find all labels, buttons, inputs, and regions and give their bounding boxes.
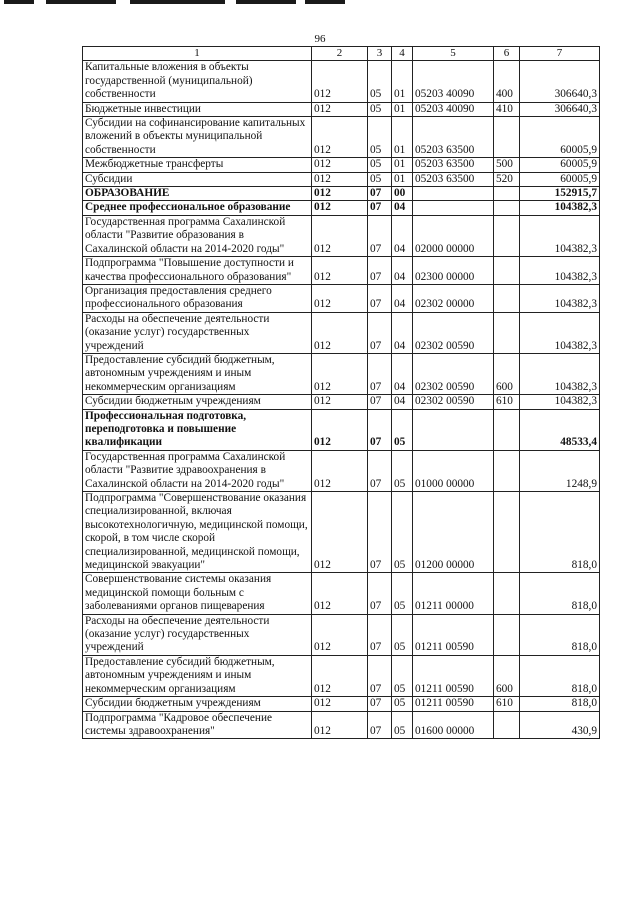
- cell-vr: 410: [494, 102, 520, 116]
- cell-sum: 430,9: [520, 711, 600, 739]
- table-row: [83, 655, 600, 696]
- cell-vr: 610: [494, 395, 520, 409]
- cell-pr: 01: [392, 102, 413, 116]
- col-header-pr: 4: [392, 47, 413, 61]
- cell-pr: 04: [392, 284, 413, 312]
- table-row: [83, 353, 600, 394]
- table-row: [83, 573, 600, 614]
- cell-rz: 05: [368, 102, 392, 116]
- cell-name: Профессиональная подготовка, переподготовка и повышение квалификации: [83, 409, 312, 450]
- cell-ved: 012: [312, 573, 368, 614]
- cell-sum: 1248,9: [520, 450, 600, 491]
- col-header-name: 1: [83, 47, 312, 61]
- cell-name: Государственная программа Сахалинской области "Развитие здравоохранения в Сахалинской области на 2014-2020 годы": [83, 450, 312, 491]
- table-row: [83, 215, 600, 256]
- cell-ved: 012: [312, 284, 368, 312]
- cell-name: ОБРАЗОВАНИЕ: [83, 187, 312, 201]
- cell-ved: 012: [312, 492, 368, 573]
- cell-ved: 012: [312, 172, 368, 186]
- cell-csr: 02302 00590: [413, 395, 494, 409]
- cell-pr: 04: [392, 215, 413, 256]
- cell-sum: 104382,3: [520, 257, 600, 285]
- table-row: [83, 102, 600, 116]
- cell-csr: 05203 63500: [413, 158, 494, 172]
- cell-csr: 01211 00590: [413, 697, 494, 711]
- cell-sum: 104382,3: [520, 215, 600, 256]
- cell-name: Совершенствование системы оказания медицинской помощи больным с заболеваниями органов пищеварения: [83, 573, 312, 614]
- col-header-ved: 2: [312, 47, 368, 61]
- cell-vr: [494, 492, 520, 573]
- cell-rz: 05: [368, 172, 392, 186]
- cell-sum: 60005,9: [520, 172, 600, 186]
- cell-ved: 012: [312, 655, 368, 696]
- cell-vr: [494, 450, 520, 491]
- cell-sum: 818,0: [520, 573, 600, 614]
- table-row: [83, 312, 600, 353]
- cell-vr: [494, 284, 520, 312]
- cell-vr: [494, 573, 520, 614]
- cell-name: Подпрограмма "Кадровое обеспечение системы здравоохранения": [83, 711, 312, 739]
- cell-csr: 05203 40090: [413, 61, 494, 102]
- cell-rz: 07: [368, 353, 392, 394]
- cell-sum: 104382,3: [520, 284, 600, 312]
- cell-ved: 012: [312, 353, 368, 394]
- cell-sum: 104382,3: [520, 312, 600, 353]
- table-row: [83, 117, 600, 158]
- cell-ved: 012: [312, 450, 368, 491]
- table-row: [83, 187, 600, 201]
- cell-name: Подпрограмма "Повышение доступности и качества профессионального образования": [83, 257, 312, 285]
- col-header-sum: 7: [520, 47, 600, 61]
- cell-csr: 01211 00590: [413, 614, 494, 655]
- cell-rz: 05: [368, 158, 392, 172]
- cell-sum: 152915,7: [520, 187, 600, 201]
- cell-pr: 04: [392, 353, 413, 394]
- cell-name: Предоставление субсидий бюджетным, автономным учреждениям и иным некоммерческим организациям: [83, 353, 312, 394]
- cell-pr: 05: [392, 655, 413, 696]
- table-row: [83, 284, 600, 312]
- table-row: [83, 201, 600, 215]
- table-row: [83, 409, 600, 450]
- cell-csr: 02000 00000: [413, 215, 494, 256]
- table-row: [83, 172, 600, 186]
- cell-vr: [494, 187, 520, 201]
- cell-vr: [494, 257, 520, 285]
- cell-csr: 01600 00000: [413, 711, 494, 739]
- cell-ved: 012: [312, 158, 368, 172]
- cell-rz: 07: [368, 614, 392, 655]
- cell-pr: 04: [392, 257, 413, 285]
- cell-sum: 48533,4: [520, 409, 600, 450]
- cell-vr: 400: [494, 61, 520, 102]
- cell-name: Расходы на обеспечение деятельности (оказание услуг) государственных учреждений: [83, 614, 312, 655]
- table-row: [83, 61, 600, 102]
- cell-rz: 07: [368, 257, 392, 285]
- cell-vr: [494, 312, 520, 353]
- cell-csr: [413, 201, 494, 215]
- cell-sum: 818,0: [520, 697, 600, 711]
- cell-rz: 07: [368, 450, 392, 491]
- cell-pr: 05: [392, 492, 413, 573]
- table-row: [83, 614, 600, 655]
- cell-csr: 05203 63500: [413, 172, 494, 186]
- cell-sum: 104382,3: [520, 353, 600, 394]
- cell-sum: 60005,9: [520, 117, 600, 158]
- cell-rz: 07: [368, 573, 392, 614]
- cell-name: Организация предоставления среднего профессионального образования: [83, 284, 312, 312]
- cell-ved: 012: [312, 215, 368, 256]
- cell-pr: 05: [392, 614, 413, 655]
- cell-csr: [413, 187, 494, 201]
- cell-csr: 02302 00590: [413, 353, 494, 394]
- cell-name: Предоставление субсидий бюджетным, автономным учреждениям и иным некоммерческим организациям: [83, 655, 312, 696]
- cell-name: Государственная программа Сахалинской области "Развитие образования в Сахалинской области на 2014-2020 годы": [83, 215, 312, 256]
- cell-rz: 07: [368, 711, 392, 739]
- table-row: [83, 492, 600, 573]
- cell-csr: 02302 00000: [413, 284, 494, 312]
- cell-csr: 02302 00590: [413, 312, 494, 353]
- cell-csr: 01211 00590: [413, 655, 494, 696]
- cell-pr: 04: [392, 312, 413, 353]
- cell-ved: 012: [312, 711, 368, 739]
- cell-ved: 012: [312, 409, 368, 450]
- cell-rz: 07: [368, 312, 392, 353]
- cell-pr: 05: [392, 409, 413, 450]
- cell-pr: 01: [392, 172, 413, 186]
- cell-name: Субсидии на софинансирование капитальных вложений в объекты муниципальной собственности: [83, 117, 312, 158]
- col-header-vr: 6: [494, 47, 520, 61]
- cell-sum: 306640,3: [520, 102, 600, 116]
- cell-pr: 05: [392, 573, 413, 614]
- cell-rz: 07: [368, 655, 392, 696]
- cell-csr: 01000 00000: [413, 450, 494, 491]
- cell-ved: 012: [312, 117, 368, 158]
- cell-csr: 05203 40090: [413, 102, 494, 116]
- cell-ved: 012: [312, 614, 368, 655]
- cell-vr: [494, 201, 520, 215]
- cell-name: Капитальные вложения в объекты государственной (муниципальной) собственности: [83, 61, 312, 102]
- cell-name: Расходы на обеспечение деятельности (оказание услуг) государственных учреждений: [83, 312, 312, 353]
- cell-pr: 05: [392, 711, 413, 739]
- cell-pr: 04: [392, 201, 413, 215]
- cell-pr: 00: [392, 187, 413, 201]
- cell-rz: 07: [368, 395, 392, 409]
- cell-csr: 05203 63500: [413, 117, 494, 158]
- cell-name: Субсидии бюджетным учреждениям: [83, 395, 312, 409]
- cell-rz: 07: [368, 201, 392, 215]
- cell-sum: 818,0: [520, 492, 600, 573]
- cell-rz: 07: [368, 492, 392, 573]
- budget-table: [82, 46, 600, 739]
- table-row: [83, 711, 600, 739]
- cell-rz: 07: [368, 187, 392, 201]
- cell-ved: 012: [312, 102, 368, 116]
- cell-rz: 07: [368, 215, 392, 256]
- cell-vr: [494, 117, 520, 158]
- cell-sum: 104382,3: [520, 201, 600, 215]
- table-row: [83, 257, 600, 285]
- cell-pr: 01: [392, 61, 413, 102]
- cell-csr: 02300 00000: [413, 257, 494, 285]
- cell-csr: 01211 00000: [413, 573, 494, 614]
- cell-name: Субсидии: [83, 172, 312, 186]
- cell-rz: 07: [368, 409, 392, 450]
- col-header-csr: 5: [413, 47, 494, 61]
- table-row: [83, 450, 600, 491]
- col-header-rz: 3: [368, 47, 392, 61]
- cell-ved: 012: [312, 395, 368, 409]
- table-row: [83, 158, 600, 172]
- scan-top-edge: [0, 0, 640, 6]
- table-row: [83, 395, 600, 409]
- cell-pr: 04: [392, 395, 413, 409]
- cell-vr: [494, 215, 520, 256]
- cell-ved: 012: [312, 201, 368, 215]
- header-row: [83, 47, 600, 61]
- table-row: [83, 697, 600, 711]
- cell-rz: 07: [368, 697, 392, 711]
- cell-sum: 60005,9: [520, 158, 600, 172]
- cell-ved: 012: [312, 61, 368, 102]
- cell-name: Межбюджетные трансферты: [83, 158, 312, 172]
- cell-pr: 05: [392, 450, 413, 491]
- cell-ved: 012: [312, 312, 368, 353]
- cell-vr: [494, 614, 520, 655]
- cell-vr: 500: [494, 158, 520, 172]
- cell-rz: 05: [368, 117, 392, 158]
- cell-ved: 012: [312, 187, 368, 201]
- cell-name: Среднее профессиональное образование: [83, 201, 312, 215]
- cell-sum: 818,0: [520, 614, 600, 655]
- cell-rz: 07: [368, 284, 392, 312]
- cell-sum: 104382,3: [520, 395, 600, 409]
- cell-name: Подпрограмма "Совершенствование оказания специализированной, включая высокотехнологичную, медицинской помощи, скорой, в том числе скорой специализированной, медицинской помощи, медицинской эвакуации": [83, 492, 312, 573]
- cell-pr: 05: [392, 697, 413, 711]
- cell-vr: [494, 711, 520, 739]
- cell-name: Субсидии бюджетным учреждениям: [83, 697, 312, 711]
- table-body: [83, 61, 600, 739]
- cell-csr: 01200 00000: [413, 492, 494, 573]
- cell-vr: 520: [494, 172, 520, 186]
- cell-sum: 306640,3: [520, 61, 600, 102]
- cell-pr: 01: [392, 117, 413, 158]
- cell-csr: [413, 409, 494, 450]
- cell-sum: 818,0: [520, 655, 600, 696]
- cell-ved: 012: [312, 697, 368, 711]
- cell-vr: 600: [494, 353, 520, 394]
- cell-vr: [494, 409, 520, 450]
- cell-vr: 600: [494, 655, 520, 696]
- cell-vr: 610: [494, 697, 520, 711]
- cell-pr: 01: [392, 158, 413, 172]
- cell-ved: 012: [312, 257, 368, 285]
- cell-name: Бюджетные инвестиции: [83, 102, 312, 116]
- page-number: 96: [314, 33, 326, 45]
- cell-rz: 05: [368, 61, 392, 102]
